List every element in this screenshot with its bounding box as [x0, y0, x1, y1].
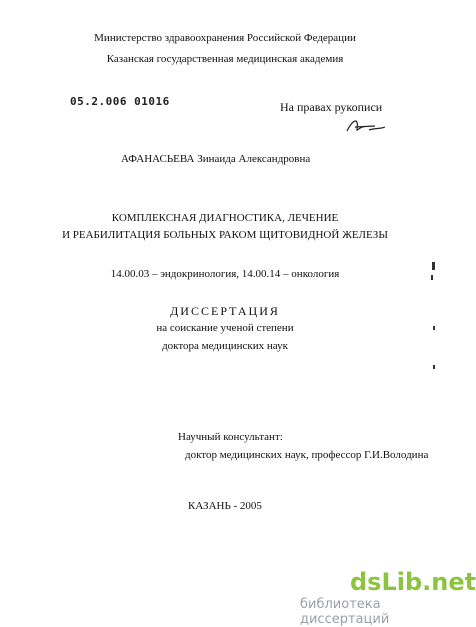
- academy-line: Казанская государственная медицинская академия: [106, 53, 344, 65]
- city-year: КАЗАНЬ - 2005: [188, 500, 262, 512]
- dslib-watermark-logo: dsLib.net: [350, 568, 476, 596]
- scan-artifact: [433, 326, 435, 330]
- consultant-label: Научный консультант:: [178, 431, 283, 443]
- archive-stamp: 05.2.006 01016: [70, 95, 170, 108]
- ministry-line: Министерство здравоохранения Российской Федерации: [94, 32, 356, 44]
- document-type: ДИССЕРТАЦИЯ: [170, 304, 280, 318]
- degree-line-1: на соискание ученой степени: [156, 322, 294, 334]
- title-line-1: КОМПЛЕКСНАЯ ДИАГНОСТИКА, ЛЕЧЕНИЕ: [111, 212, 339, 224]
- rights-notice: На правах рукописи: [280, 100, 383, 114]
- degree-line-2: доктора медицинских наук: [162, 340, 288, 352]
- scan-artifact: [433, 365, 435, 369]
- dslib-watermark-subtitle: библиотека диссертаций: [300, 597, 390, 627]
- consultant-name: доктор медицинских наук, профессор Г.И.Володина: [185, 449, 429, 461]
- scan-artifact: [431, 275, 433, 280]
- scan-artifact: [432, 262, 435, 270]
- title-line-2: И РЕАБИЛИТАЦИЯ БОЛЬНЫХ РАКОМ ЩИТОВИДНОЙ ЖЕЛЕЗЫ: [62, 229, 388, 241]
- specialties-line: 14.00.03 – эндокринология, 14.00.14 – онкология: [110, 268, 340, 280]
- author-name: АФАНАСЬЕВА Зинаида Александровна: [121, 153, 311, 165]
- signature-icon: [345, 115, 387, 137]
